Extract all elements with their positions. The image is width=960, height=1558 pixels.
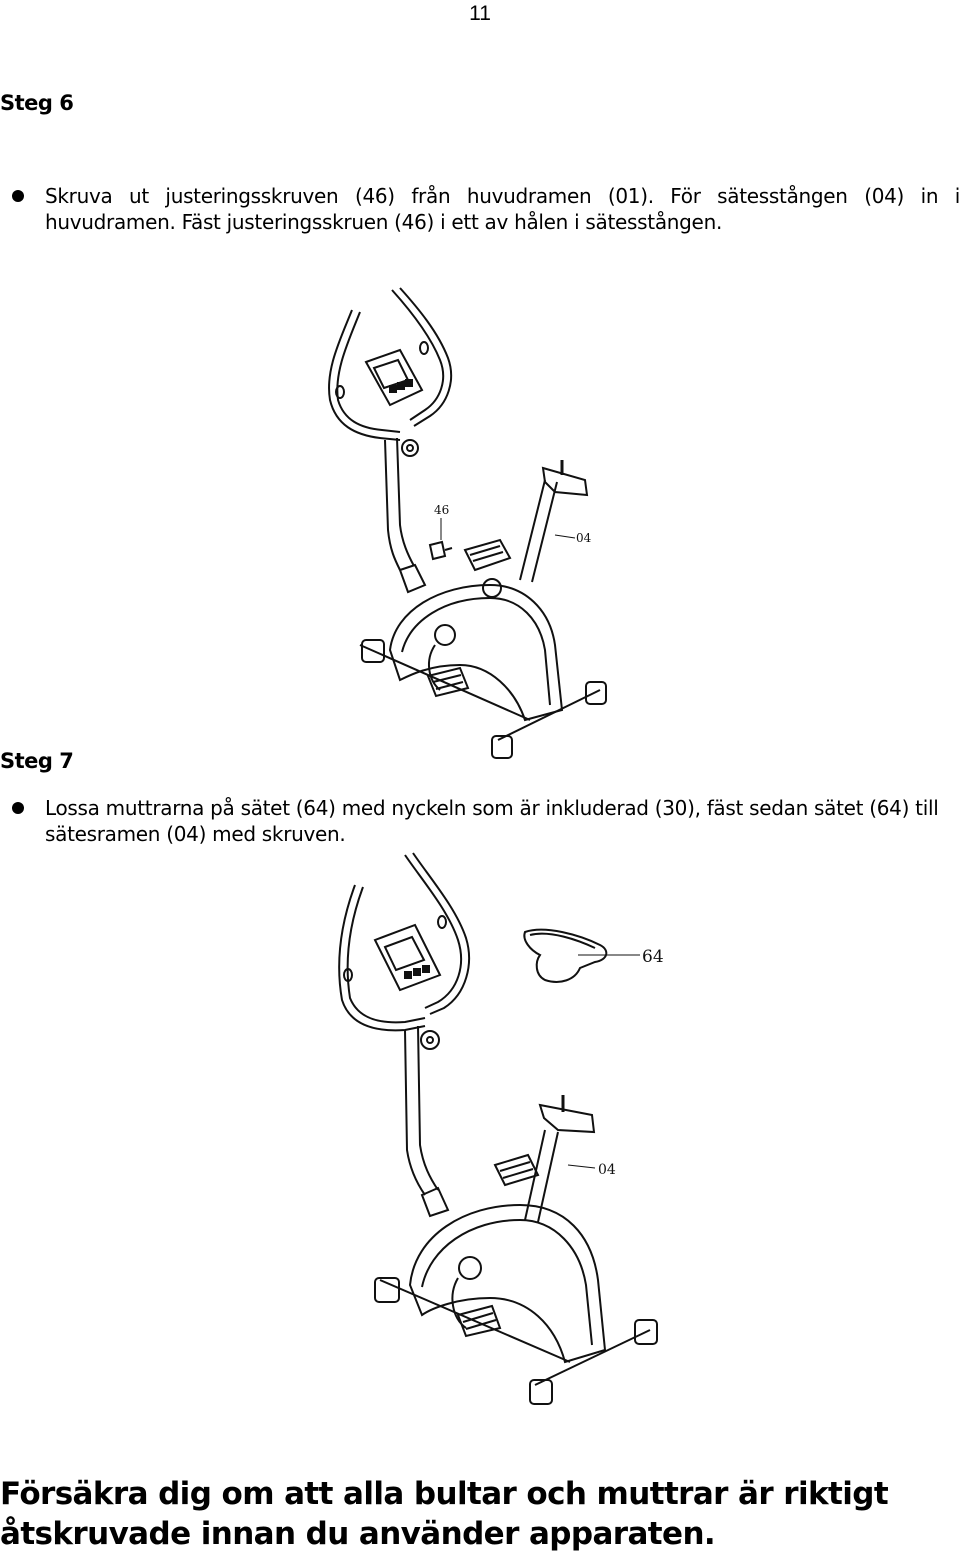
console <box>366 350 422 405</box>
label-46: 46 <box>434 503 450 517</box>
step-6-illustration <box>300 280 660 760</box>
handlebar <box>339 853 469 1030</box>
handlebar-stem <box>405 1026 439 1195</box>
seat-post <box>483 460 587 597</box>
label-64: 64 <box>642 947 664 967</box>
bullet-icon <box>12 190 24 202</box>
console <box>375 925 440 990</box>
step-6-text: Skruva ut justeringsskruven (46) från huvudramen (01). För sätesstången (04) in i huvudramen. Fäst justeringsskruen (46) i ett av hålen i sätesstången. <box>45 184 960 234</box>
step-6-instruction <box>12 183 960 235</box>
label-04: 04 <box>598 1162 616 1178</box>
pedal <box>428 540 510 696</box>
step-7-illustration <box>330 850 690 1450</box>
step-7-heading: Steg 7 <box>0 749 74 773</box>
label-04: 04 <box>576 531 592 545</box>
main-frame <box>375 1188 657 1404</box>
page-number: 11 <box>469 2 491 25</box>
bullet-icon <box>12 802 24 814</box>
step-7-instruction <box>12 795 960 847</box>
seat-post <box>525 1095 594 1222</box>
handlebar <box>329 288 451 440</box>
step-7-text: Lossa muttrarna på sätet (64) med nyckeln som är inkluderad (30), fäst sedan sätet (64) till sätesramen (04) med skruven. <box>45 796 939 846</box>
pedal <box>458 1155 538 1336</box>
safety-note: Försäkra dig om att alla bultar och muttrar är riktigt åtskruvade innan du använder apparaten. <box>0 1476 889 1552</box>
adjustment-screw <box>430 518 452 559</box>
step-6-heading: Steg 6 <box>0 91 74 115</box>
handlebar-stem <box>385 438 418 570</box>
main-frame <box>360 565 606 758</box>
seat <box>524 930 606 982</box>
